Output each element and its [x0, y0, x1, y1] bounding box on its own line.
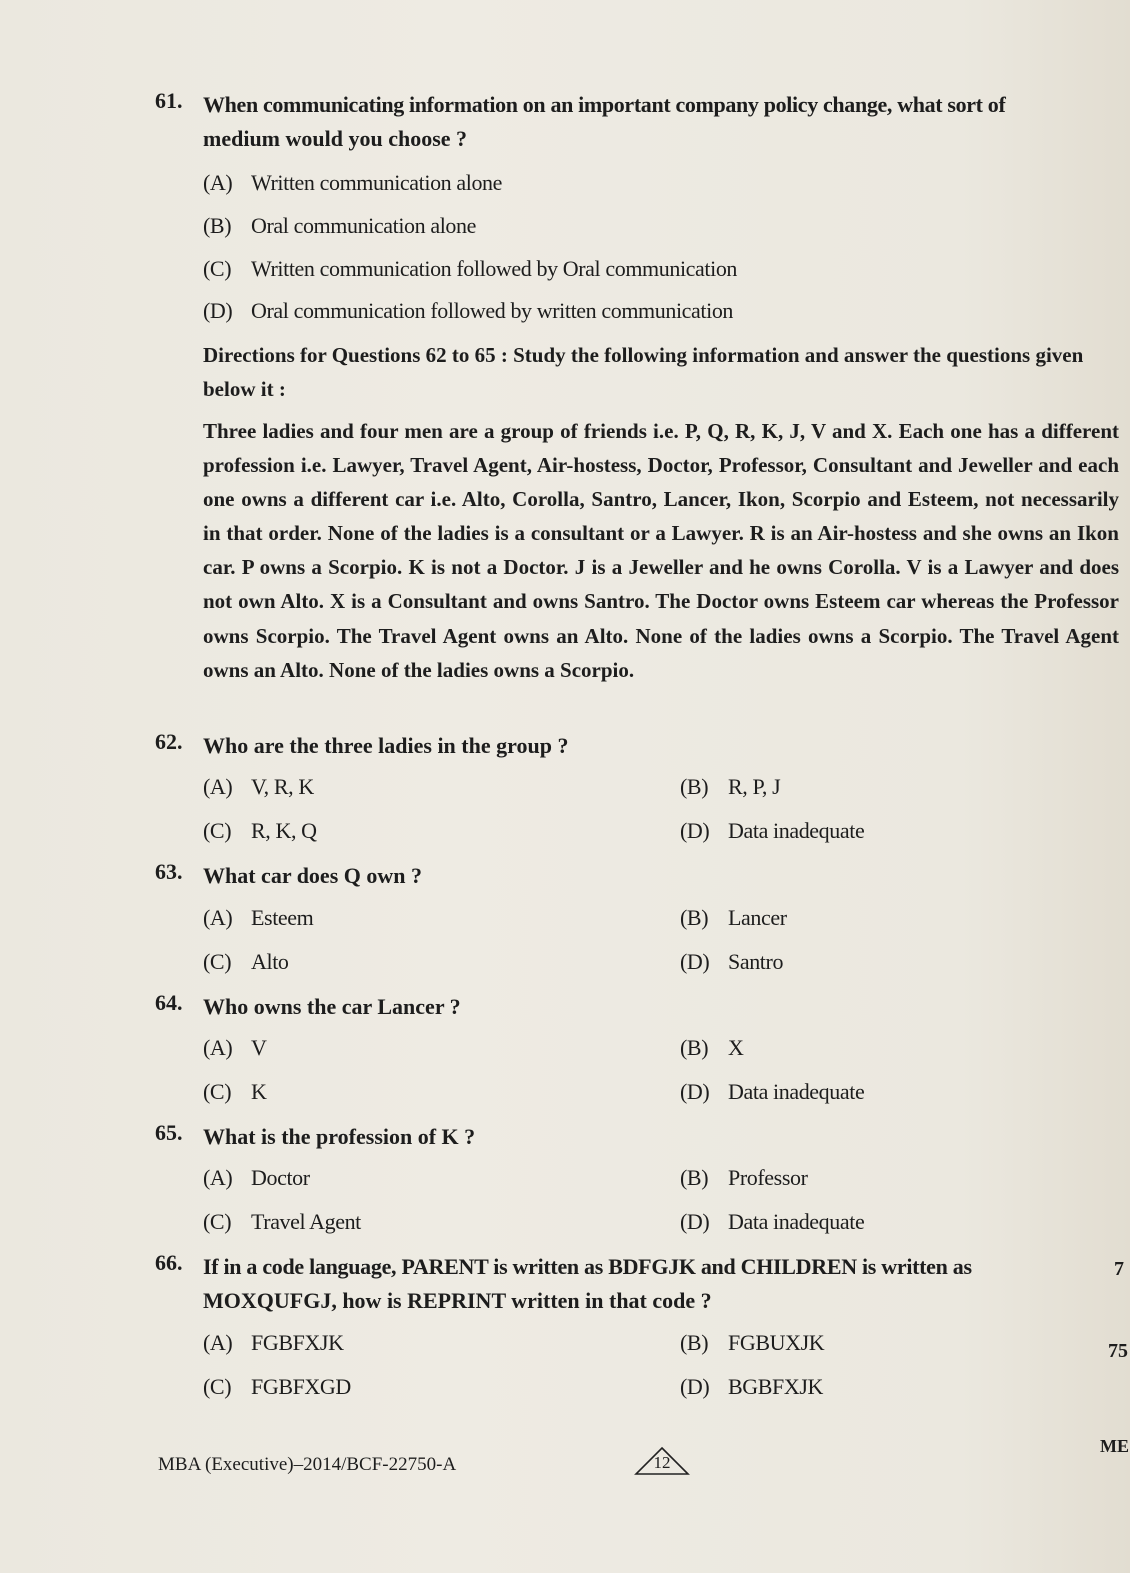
option-b: (B) FGBUXJK: [680, 1330, 825, 1355]
footer-code: MBA (Executive)–2014/BCF-22750-A: [158, 1454, 457, 1475]
question-text: Who owns the car Lancer ?: [203, 994, 461, 1019]
option-b: (B) R, P, J: [680, 774, 781, 799]
option-b: (B) Lancer: [680, 905, 787, 930]
passage: Three ladies and four men are a group of friends i.e. P, Q, R, K, J, V and X. Each one has a different profession i.e. Lawyer, Travel Agent, Air-hostess, Doctor, Professor, Consultant and Jeweller and each one owns a different car i.e. Alto, Corolla, Santro, Lancer, Ikon, Scorpio and Esteem, not necessarily in that order. None of the ladies is a consultant or a Lawyer. R is an Air-hostess and she owns an Ikon car. P owns a Scorpio. K is not a Doctor. J is a Jeweller and he owns Corolla. V is a Lawyer and does not own Alto. X is a Consultant and owns Santro. The Doctor owns Esteem car whereas the Professor owns Scorpio. The Travel Agent owns an Alto. None of the ladies owns a Scorpio. The Travel Agent owns an Alto. None of the ladies owns a Scorpio.: [203, 419, 1119, 682]
directions: Directions for Questions 62 to 65 : Study the following information and answer the questions given below it :: [203, 343, 1084, 401]
option-c: (C) Alto: [203, 949, 289, 974]
option-c: (C) Written communication followed by Oral communication: [203, 256, 738, 281]
question-text: If in a code language, PARENT is written as BDFGJK and CHILDREN is written as MOXQUFGJ, how is REPRINT written in that code ?: [203, 1254, 972, 1313]
option-b: (B) X: [680, 1035, 744, 1060]
edge-mark: ME: [1100, 1436, 1129, 1456]
option-d: (D) Data inadequate: [680, 1209, 865, 1234]
option-c: (C) FGBFXGD: [203, 1374, 351, 1399]
option-b: (B) Professor: [680, 1165, 808, 1190]
option-d: (D) Oral communication followed by written communication: [203, 298, 734, 323]
option-a: (A) Esteem: [203, 905, 314, 930]
option-a: (A) FGBFXJK: [203, 1330, 344, 1355]
page-number: 12: [653, 1453, 671, 1472]
option-a: (A) V, R, K: [203, 774, 314, 799]
option-d: (D) Data inadequate: [680, 818, 865, 843]
option-d: (D) Santro: [680, 949, 784, 974]
option-b: (B) Oral communication alone: [203, 213, 476, 238]
question-number: 63.: [155, 859, 183, 884]
edge-mark: 7: [1114, 1258, 1124, 1280]
option-a: (A) V: [203, 1035, 267, 1060]
option-d: (D) BGBFXJK: [680, 1374, 824, 1399]
option-c: (C) K: [203, 1079, 267, 1104]
question-number: 65.: [155, 1120, 183, 1145]
question-text: When communicating information on an important company policy change, what sort of medium would you choose ?: [203, 92, 1006, 151]
question-number: 62.: [155, 729, 183, 754]
option-c: (C) Travel Agent: [203, 1209, 361, 1234]
option-a: (A) Written communication alone: [203, 170, 503, 195]
option-c: (C) R, K, Q: [203, 818, 317, 843]
edge-mark: 75: [1108, 1340, 1128, 1362]
option-a: (A) Doctor: [203, 1165, 310, 1190]
question-text: What car does Q own ?: [203, 863, 422, 888]
question-number: 61.: [155, 88, 183, 113]
option-d: (D) Data inadequate: [680, 1079, 865, 1104]
question-text: Who are the three ladies in the group ?: [203, 733, 569, 758]
question-text: What is the profession of K ?: [203, 1124, 476, 1149]
question-number: 64.: [155, 990, 183, 1015]
page-number-triangle: [634, 1446, 690, 1476]
question-number: 66.: [155, 1250, 183, 1275]
